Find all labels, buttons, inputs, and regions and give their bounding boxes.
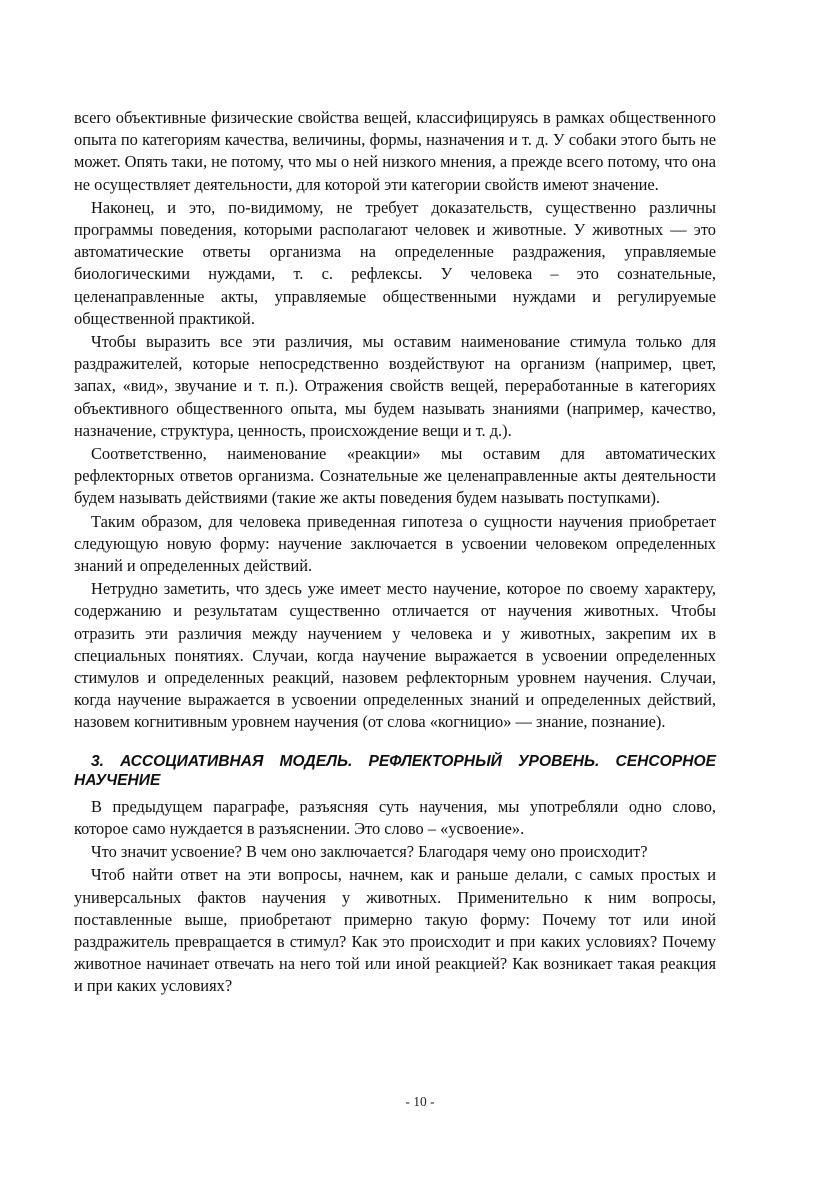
paragraph: Соответственно, наименование «реакции» мы оставим для автоматических рефлекторных ответов организма. Сознательные же целенаправленные акты деятельности будем называть действиями (такие же акты поведения будем называть поступками). [74, 444, 716, 508]
paragraph: В предыдущем параграфе, разъясняя суть научения, мы употребляли одно слово, которое само нуждается в разъяснении. Это слово – «усвоение». [74, 796, 716, 838]
page-number: - 10 - [405, 1094, 435, 1109]
paragraph: Чтобы выразить все эти различия, мы оставим наименование стимула только для раздражителей, которые непосредственно воздействуют на организм (например, цвет, запах, «вид», звучание и т. п.). Отражения свойств вещей, переработанные в категориях объективного общественного опыта, мы будем называть знаниями (например, качество, назначение, структура, ценность, происхождение вещи и т. д.). [74, 332, 716, 440]
paragraph: всего объективные физические свойства вещей, классифицируясь в рамках общественного опыта по категориям качества, величины, формы, назначения и т. д. У собаки этого быть не может. Опять таки, не потому, что мы о ней низкого мнения, а прежде всего потому, что она не осуществляет деятельности, для которой эти категории свойств имеют значение. [74, 108, 716, 194]
section-heading: 3. АССОЦИАТИВНАЯ МОДЕЛЬ. РЕФЛЕКТОРНЫЙ УРОВЕНЬ. СЕНСОРНОЕ НАУЧЕНИЕ [74, 752, 716, 789]
paragraph: Чтоб найти ответ на эти вопросы, начнем, как и раньше делали, с самых простых и универсальных фактов научения у животных. Применительно к ним вопросы, поставленные выше, приобретают примерно такую форму: Почему тот или иной раздражитель превращается в стимул? Как это происходит и при каких условиях? Почему животное начинает отвечать на него той или иной реакцией? Как возникает такая реакция и при каких условиях? [74, 865, 716, 996]
paragraph: Наконец, и это, по-видимому, не требует доказательств, существенно различны программы поведения, которыми располагают человек и животные. У животных — это автоматические ответы организма на определенные раздражения, управляемые биологическими нуждами, т. с. рефлексы. У человека – это сознательные, целенаправленные акты, управляемые общественными нуждами и регулируемые общественной практикой. [74, 197, 716, 328]
page-body [74, 107, 716, 998]
paragraph: Нетрудно заметить, что здесь уже имеет место научение, которое по своему характеру, содержанию и результатам существенно отличается от научения животных. Чтобы отразить эти различия между научением у человека и у животных, закрепим их в специальных понятиях. Случаи, когда научение выражается в усвоении определенных стимулов и определенных реакций, назовем рефлекторным уровнем научения. Случаи, когда научение выражается в усвоении определенных знаний и определенных действий, назовем когнитивным уровнем научения (от слова «когницио» — знание, познание). [74, 579, 716, 732]
paragraph: Что значит усвоение? В чем оно заключается? Благодаря чему оно происходит? [91, 842, 648, 862]
paragraph: Таким образом, для человека приведенная гипотеза о сущности научения приобретает следующую новую форму: научение заключается в усвоении человеком определенных знаний и определенных действий. [74, 511, 716, 576]
